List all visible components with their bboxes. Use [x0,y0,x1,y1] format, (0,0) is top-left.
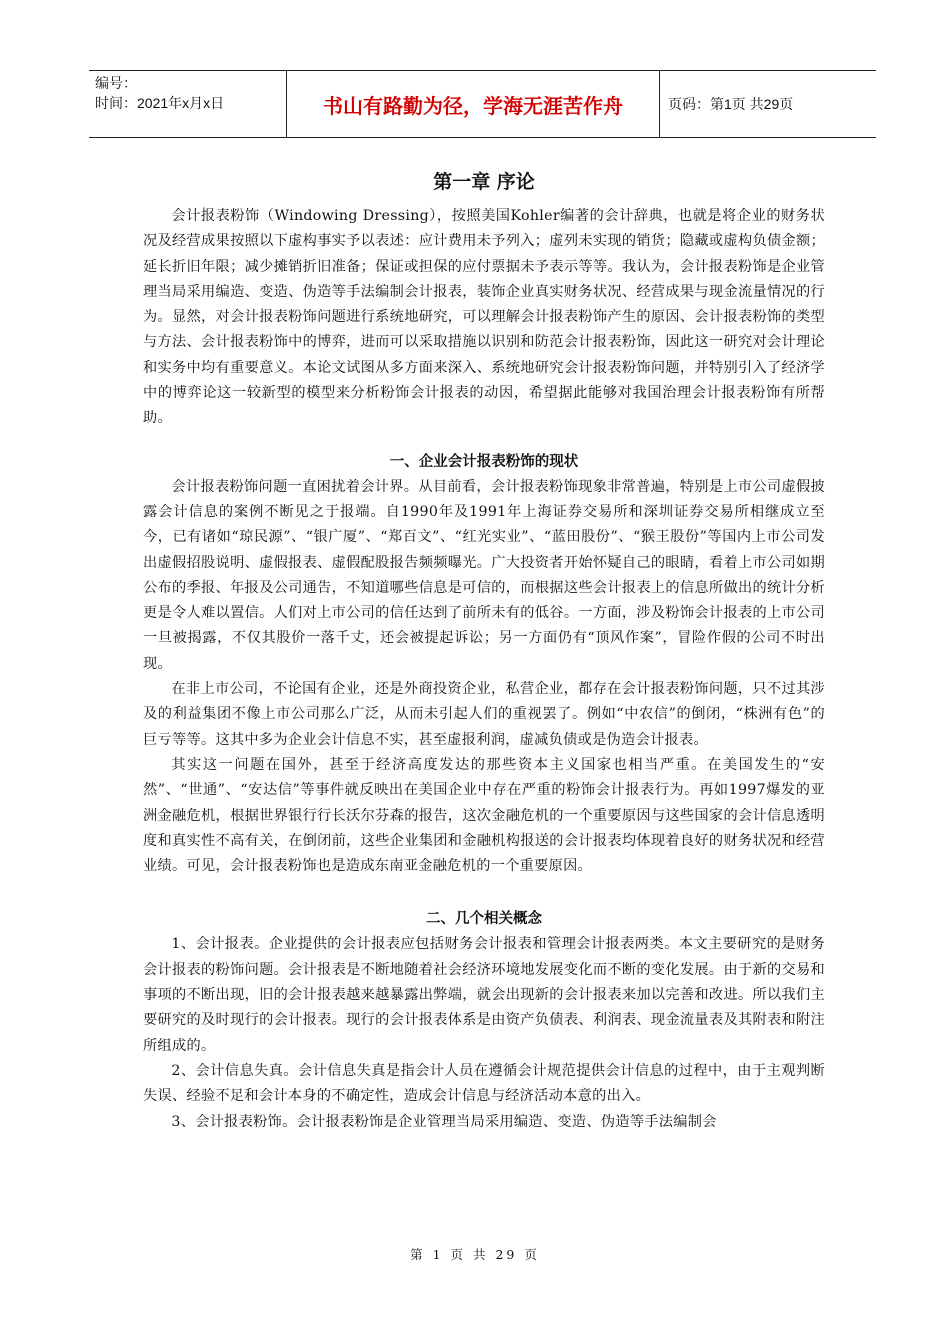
intro-paragraph: 会计报表粉饰（Windowing Dressing），按照美国Kohler编著的会计辞典，也就是将企业的财务状况及经营成果按照以下虚构事实予以表述：应计费用未予列入；虚列未实现的销货；隐藏或虚构负债金额；延长折旧年限；减少摊销折旧准备；保证或担保的应付票据未予表示等等。我认为，会计报表粉饰是企业管理当局采用编造、变造、伪造等手法编制会计报表，装饰企业真实财务状况、经营成果与现金流量情况的行为。显然，对会计报表粉饰问题进行系统地研究，可以理解会计报表粉饰产生的原因、会计报表粉饰的类型与方法、会计报表粉饰中的博弈，进而可以采取措施以识别和防范会计报表粉饰，因此这一研究对会计理论和实务中均有重要意义。本论文试图从多方面来深入、系统地研究会计报表粉饰问题，并特别引入了经济学中的博弈论这一较新型的模型来分析粉饰会计报表的动因，希望据此能够对我国治理会计报表粉饰有所帮助。 [143,208,825,427]
header-meta [89,71,286,137]
page-footer: 第 1 页 共 29 页 [410,1247,540,1262]
section-1-paragraph-3: 其实这一问题在国外，甚至于经济高度发达的那些资本主义国家也相当严重。在美国发生的“安然”、“世通”、“安达信”等事件就反映出在美国企业中存在严重的粉饰会计报表行为。再如1997爆发的亚洲金融危机，根据世界银行行长沃尔芬森的报告，这次金融危机的一个重要原因与这些国家的会计信息透明度和真实性不高有关，在倒闭前，这些企业集团和金融机构报送的会计报表均体现着良好的财务状况和经营业绩。可见，会计报表粉饰也是造成东南亚金融危机的一个重要原因。 [143,756,825,875]
header-page-number: 页码：第1页 共29页 [668,96,794,112]
section-2-paragraph-1: 1、会计报表。企业提供的会计报表应包括财务会计报表和管理会计报表两类。本文主要研究的是财务会计报表的粉饰问题。会计报表是不断地随着社会经济环境地发展变化而不断的变化发展。由于新的交易和事项的不断出现，旧的会计报表越来越暴露出弊端，就会出现新的会计报表来加以完善和改进。所以我们主要研究的及时现行的会计报表。现行的会计报表体系是由资产负债表、利润表、现金流量表及其附表和附注所组成的。 [143,936,825,1054]
chapter-title: 第一章 序论 [433,171,535,193]
section-1-paragraph-2: 在非上市公司，不论国有企业，还是外商投资企业，私营企业，都存在会计报表粉饰问题，只不过其涉及的利益集团不像上市公司那么广泛，从而未引起人们的重视罢了。例如“中农信”的倒闭，“株洲有色”的巨亏等等。这其中多为企业会计信息不实，甚至虚报利润，虚减负债或是伪造会计报表。 [143,681,825,748]
page-header [89,70,876,138]
section-2-paragraph-2: 2、会计信息失真。会计信息失真是指会计人员在遵循会计规范提供会计信息的过程中，由于主观判断失误、经验不足和会计本身的不确定性，造成会计信息与经济活动本意的出入。 [143,1062,825,1105]
section-2-paragraph-3: 3、会计报表粉饰。会计报表粉饰是企业管理当局采用编造、变造、伪造等手法编制会 [171,1113,717,1130]
document-time-label: 时间：2021年x月x日 [95,95,225,111]
section-2-title: 二、几个相关概念 [426,911,542,928]
document-body [143,168,825,1135]
section-1-title: 一、企业会计报表粉饰的现状 [389,453,579,470]
section-1-paragraph-1: 会计报表粉饰问题一直困扰着会计界。从目前看，会计报表粉饰现象非常普遍，特别是上市公司虚假披露会计信息的案例不断见之于报端。自1990年及1991年上海证券交易所和深圳证券交易所相继成立至今，已有诸如“琼民源”、“银广厦”、“郑百文”、“红光实业”、“蓝田股份”、“猴王股份”等国内上市公司发出虚假招股说明、虚假报表、虚假配股报告频频曝光。广大投资者开始怀疑自己的眼睛，看着上市公司如期公布的季报、年报及公司通告，不知道哪些信息是可信的，而根据这些会计报表上的信息所做出的统计分析更是令人难以置信。人们对上市公司的信任达到了前所未有的低谷。一方面，涉及粉饰会计报表的上市公司一旦被揭露，不仅其股价一落千丈，还会被提起诉讼；另一方面仍有“顶风作案”，冒险作假的公司不时出现。 [143,478,825,672]
header-motto: 书山有路勤为径，学海无涯苦作舟 [286,71,660,137]
document-number-label: 编号： [95,75,137,91]
